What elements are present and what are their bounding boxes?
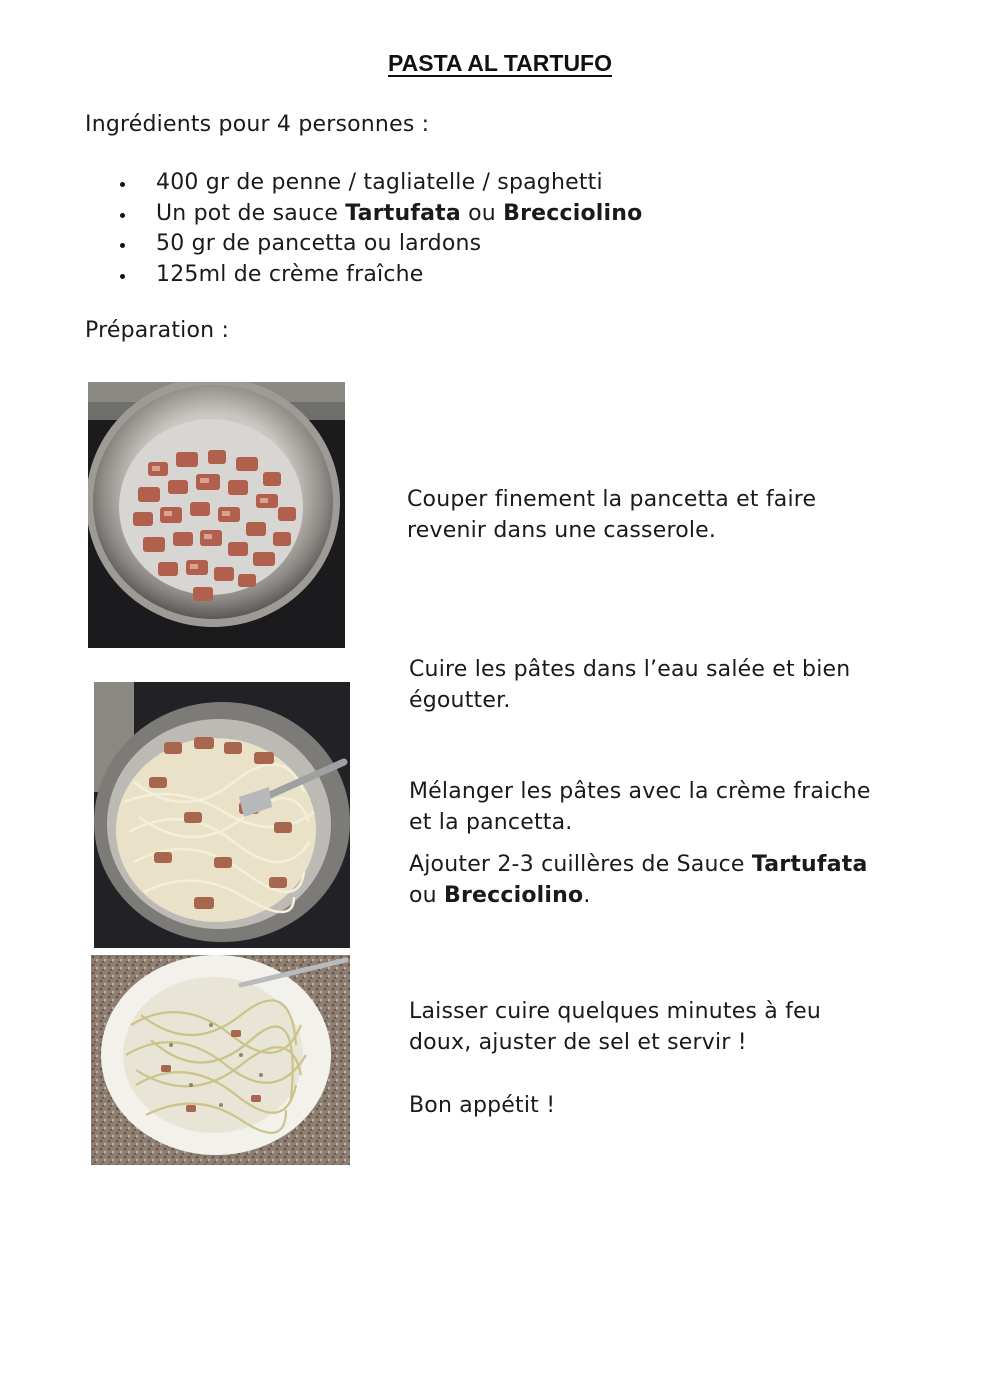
preparation-heading: Préparation : [85, 318, 230, 343]
title-text: PASTA AL TARTUFO [387, 50, 612, 76]
step-4-text: ou [409, 883, 444, 908]
closing-text: Bon appétit ! [409, 1093, 556, 1118]
step-4-line [409, 880, 868, 911]
step-3 [409, 776, 871, 838]
step-3-line: Mélanger les pâtes avec la crème fraiche [409, 779, 871, 804]
ingredient-text: 50 gr de pancetta ou lardons [156, 231, 482, 256]
pasta-mixing-photo [94, 682, 350, 948]
ingredients-list [100, 168, 642, 290]
step-5-line: Laisser cuire quelques minutes à feu [409, 999, 821, 1024]
ingredient-text: 400 gr de penne / tagliatelle / spaghetti [156, 170, 603, 195]
ingredient-item [156, 229, 642, 260]
step-4-line [409, 849, 868, 880]
step-5-line: doux, ajuster de sel et servir ! [409, 1030, 747, 1055]
step-4-bold: Tartufata [751, 852, 868, 877]
step-1 [407, 484, 816, 546]
page-title [0, 50, 1000, 77]
step-4-bold: Brecciolino [444, 883, 584, 908]
step-5 [409, 996, 821, 1058]
ingredients-heading: Ingrédients pour 4 personnes : [85, 112, 430, 137]
ingredient-bold: Tartufata [345, 200, 461, 226]
step-2-line: égoutter. [409, 688, 511, 713]
step-3-line: et la pancetta. [409, 810, 573, 835]
ingredient-item [156, 199, 642, 230]
step-4-text: . [583, 883, 591, 908]
pancetta-in-pan-photo [88, 382, 345, 648]
plated-pasta-photo [91, 955, 350, 1165]
ingredient-text: ou [460, 200, 504, 226]
step-1-line: Couper finement la pancetta et faire [407, 487, 817, 512]
step-4 [409, 849, 868, 911]
step-2 [409, 654, 850, 716]
step-4-text: Ajouter 2-3 cuillères de Sauce [409, 852, 752, 877]
ingredient-bold: Brecciolino [503, 200, 643, 226]
ingredient-item [156, 260, 642, 291]
step-2-line: Cuire les pâtes dans l’eau salée et bien [409, 657, 851, 682]
ingredient-text: Un pot de sauce [156, 200, 346, 226]
ingredient-item [156, 168, 642, 199]
ingredient-text: 125ml de crème fraîche [156, 261, 424, 287]
step-1-line: revenir dans une casserole. [407, 518, 717, 543]
